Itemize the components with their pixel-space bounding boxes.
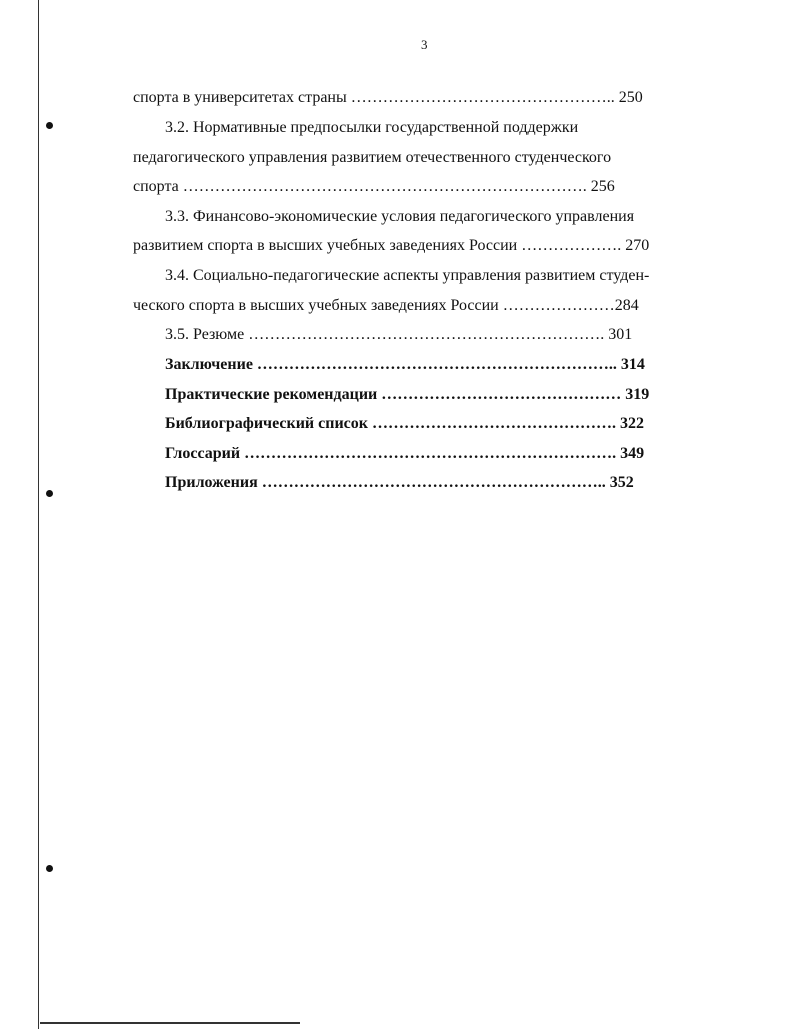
toc-line: развитием спорта в высших учебных заведениях России ………………. 270 [133,237,650,254]
page-number: 3 [421,37,428,52]
toc-line: спорта …………………………………………………………………. 256 [133,178,615,195]
toc-line: 3.3. Финансово-экономические условия педагогического управления [165,208,635,225]
binding-hole-marker [46,865,53,872]
toc-line: 3.4. Социально-педагогические аспекты управления развитием студен- [165,267,650,284]
toc-line: Библиографический список ………………………………………. 322 [165,415,644,432]
bottom-edge-line [40,1022,300,1024]
toc-line: Заключение ………………………………………………………….. 314 [165,356,645,373]
toc-line: ческого спорта в высших учебных заведениях России …………………284 [133,297,639,314]
toc-line: Приложения ……………………………………………………….. 352 [165,474,634,491]
toc-line: 3.5. Резюме …………………………………………………………. 301 [165,326,633,343]
toc-line: спорта в университетах страны ………………………………………….. 250 [133,89,643,106]
binding-hole-marker [46,122,53,129]
left-binding-line [38,0,39,1029]
toc-line: 3.2. Нормативные предпосылки государственной поддержки [165,119,579,136]
binding-hole-marker [46,490,53,497]
toc-line: педагогического управления развитием отечественного студенческого [133,149,612,166]
toc-line: Глоссарий ……………………………………………………………. 349 [165,445,645,462]
toc-line: Практические рекомендации ……………………………………… 319 [165,386,650,403]
